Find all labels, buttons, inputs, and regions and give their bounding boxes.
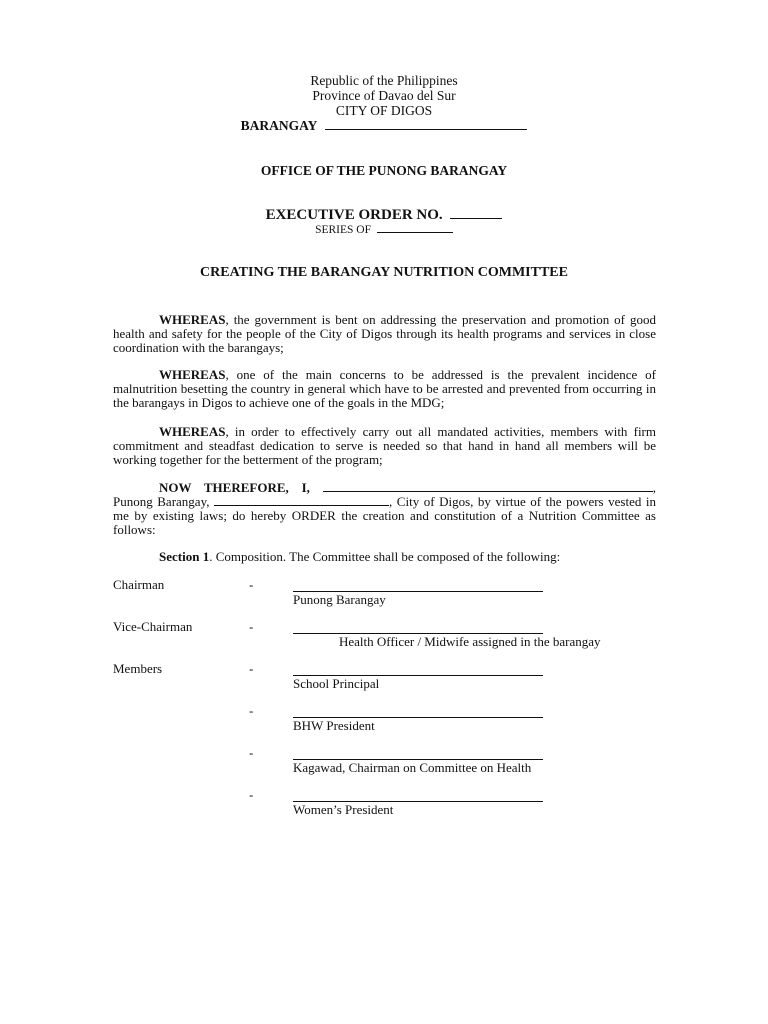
barangay-label: BARANGAY	[240, 118, 317, 133]
header-barangay	[0, 118, 768, 133]
whereas-clause-1: WHEREAS, the government is bent on addressing the preservation and promotion of good health and safety for the people of the City of Digos through its health programs and services in close coordination with the barangays;	[113, 312, 656, 355]
executive-order-title	[0, 207, 768, 224]
header-province: Province of Davao del Sur	[312, 88, 456, 103]
member-bhw-president: BHW President	[293, 718, 375, 733]
dash: -	[249, 787, 254, 802]
dash: -	[249, 661, 254, 676]
member-vice-chairman: Health Officer / Midwife assigned in the barangay	[339, 634, 601, 649]
dash: -	[249, 745, 254, 760]
name-blank	[323, 491, 653, 492]
series-label: SERIES OF	[315, 224, 372, 236]
section-1: Section 1. Composition. The Committee shall be composed of the following:	[159, 549, 561, 564]
member-chairman: Punong Barangay	[293, 592, 386, 607]
header-republic: Republic of the Philippines	[310, 73, 458, 88]
role-members: Members	[113, 661, 163, 676]
order-subject: CREATING THE BARANGAY NUTRITION COMMITTEE	[200, 265, 568, 280]
series-blank	[377, 232, 453, 233]
dash: -	[249, 619, 254, 634]
order-number-blank	[450, 218, 502, 219]
office-title: OFFICE OF THE PUNONG BARANGAY	[260, 163, 508, 178]
role-vice-chairman: Vice-Chairman	[113, 619, 193, 634]
member-school-principal: School Principal	[293, 676, 380, 691]
role-chairman: Chairman	[113, 577, 165, 592]
barangay-blank	[325, 129, 527, 130]
header-city: CITY OF DIGOS	[335, 103, 433, 118]
punong-barangay-blank	[214, 505, 389, 506]
series-line	[0, 224, 768, 236]
member-womens-president: Women’s President	[293, 802, 394, 817]
member-kagawad-health: Kagawad, Chairman on Committee on Health	[293, 760, 532, 775]
dash: -	[249, 577, 254, 592]
dash: -	[249, 703, 254, 718]
whereas-clause-3: WHEREAS, in order to effectively carry out all mandated activities, members with firm commitment and steadfast dedication to serve is needed so that hand in hand all members will be working together for the betterment of the program;	[113, 424, 656, 467]
now-therefore-clause: NOW THEREFORE, I, , Punong Barangay, , City of Digos, by virtue of the powers vested in me by existing laws; do hereby ORDER the creation and constitution of a Nutrition Committee as follows:	[113, 480, 657, 537]
whereas-clause-2: WHEREAS, one of the main concerns to be addressed is the prevalent incidence of malnutrition besetting the country in general which have to be arrested and prevented from occurring in the barangays in Digos to achieve one of the goals in the MDG;	[113, 367, 656, 410]
executive-order-label: EXECUTIVE ORDER NO.	[265, 207, 443, 223]
